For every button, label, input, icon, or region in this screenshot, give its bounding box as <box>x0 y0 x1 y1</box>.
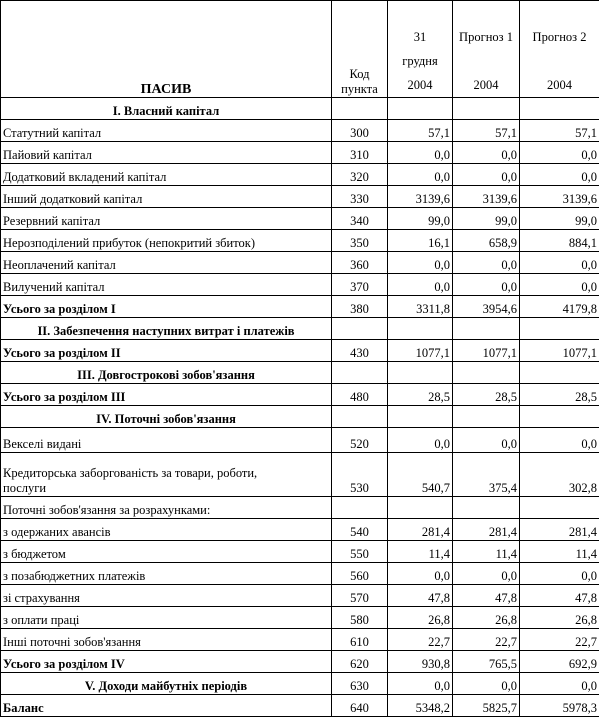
value-dec-2004: 0,0 <box>388 164 453 186</box>
row-name: Вилучений капітал <box>1 274 332 296</box>
value-dec-2004: 0,0 <box>388 142 453 164</box>
row-code: 360 <box>332 252 388 274</box>
row-name: з оплати праці <box>1 607 332 629</box>
section-title-deferred-income: V. Доходи майбутніх періодів <box>1 673 332 695</box>
value-forecast2: 28,5 <box>520 384 599 406</box>
value-forecast1: 26,8 <box>453 607 520 629</box>
value-dec-2004: 1077,1 <box>388 340 453 362</box>
row-name: Нерозподілений прибуток (непокритий збиток) <box>1 230 332 252</box>
table-row <box>1 230 599 252</box>
row-name: з позабюджетних платежів <box>1 563 332 585</box>
value-forecast2: 99,0 <box>520 208 599 230</box>
row-code: 550 <box>332 541 388 563</box>
value-dec-2004: 57,1 <box>388 120 453 142</box>
header-forecast2-line1: Прогноз 2 <box>532 30 587 44</box>
value-forecast1: 281,4 <box>453 519 520 541</box>
section-row <box>1 98 599 120</box>
value-forecast2: 0,0 <box>520 252 599 274</box>
value-dec-2004: 11,4 <box>388 541 453 563</box>
section-row <box>1 318 599 340</box>
value-dec-2004: 540,7 <box>388 453 453 497</box>
value-dec-2004: 16,1 <box>388 230 453 252</box>
header-date-line3: 2004 <box>407 78 433 92</box>
row-name <box>1 453 332 497</box>
value-forecast2: 1077,1 <box>520 340 599 362</box>
row-code: 630 <box>332 673 388 695</box>
table-row <box>1 519 599 541</box>
value-forecast2: 5978,3 <box>520 695 599 717</box>
header-forecast1-year: 2004 <box>473 78 499 92</box>
row-code: 570 <box>332 585 388 607</box>
row-code: 580 <box>332 607 388 629</box>
value-dec-2004: 3311,8 <box>388 296 453 318</box>
value-forecast1: 0,0 <box>453 142 520 164</box>
header-date-line2: грудня <box>402 54 438 68</box>
row-code: 350 <box>332 230 388 252</box>
section-row <box>1 673 599 695</box>
table-row <box>1 585 599 607</box>
header-date-line1: 31 <box>413 30 427 44</box>
row-code: 300 <box>332 120 388 142</box>
value-forecast2: 57,1 <box>520 120 599 142</box>
value-forecast1: 658,9 <box>453 230 520 252</box>
table-row <box>1 428 599 453</box>
row-name: Статутний капітал <box>1 120 332 142</box>
value-forecast1: 0,0 <box>453 673 520 695</box>
row-code: 520 <box>332 428 388 453</box>
value-dec-2004: 281,4 <box>388 519 453 541</box>
table-row <box>1 208 599 230</box>
row-name: Баланс <box>1 695 332 717</box>
value-forecast1: 765,5 <box>453 651 520 673</box>
row-name: Інший додатковий капітал <box>1 186 332 208</box>
row-name: Усього за розділом І <box>1 296 332 318</box>
row-name: Усього за розділом ІІІ <box>1 384 332 406</box>
header-forecast1 <box>453 1 520 98</box>
value-forecast1: 0,0 <box>453 274 520 296</box>
row-name-line1: Кредиторська заборгованість за товари, роботи, <box>3 466 258 480</box>
header-forecast1-line1: Прогноз 1 <box>459 30 513 44</box>
row-code: 330 <box>332 186 388 208</box>
value-forecast2: 884,1 <box>520 230 599 252</box>
value-forecast2: 0,0 <box>520 673 599 695</box>
row-code: 610 <box>332 629 388 651</box>
value-forecast1: 0,0 <box>453 428 520 453</box>
section-title-long-term: ІІІ. Довгострокові зобов'язання <box>1 362 332 384</box>
value-forecast2: 302,8 <box>520 453 599 497</box>
value-dec-2004: 99,0 <box>388 208 453 230</box>
value-forecast2: 47,8 <box>520 585 599 607</box>
value-dec-2004: 5348,2 <box>388 695 453 717</box>
total-row <box>1 296 599 318</box>
section-title-equity: І. Власний капітал <box>1 98 332 120</box>
header-code <box>332 1 388 98</box>
total-row <box>1 384 599 406</box>
value-forecast1: 11,4 <box>453 541 520 563</box>
section-title-current: ІV. Поточні зобов'язання <box>1 406 332 428</box>
value-dec-2004: 26,8 <box>388 607 453 629</box>
value-forecast1: 22,7 <box>453 629 520 651</box>
total-row <box>1 340 599 362</box>
section-row <box>1 406 599 428</box>
section-row <box>1 362 599 384</box>
value-forecast2: 0,0 <box>520 142 599 164</box>
table-row <box>1 563 599 585</box>
header-forecast2 <box>520 1 599 98</box>
table-row <box>1 142 599 164</box>
value-forecast1: 3139,6 <box>453 186 520 208</box>
value-forecast2: 4179,8 <box>520 296 599 318</box>
table-row <box>1 453 599 497</box>
row-name: Неоплачений капітал <box>1 252 332 274</box>
value-forecast2: 281,4 <box>520 519 599 541</box>
value-forecast2: 0,0 <box>520 274 599 296</box>
value-forecast2: 0,0 <box>520 563 599 585</box>
row-code: 480 <box>332 384 388 406</box>
value-forecast2: 0,0 <box>520 428 599 453</box>
row-code: 380 <box>332 296 388 318</box>
header-date <box>388 1 453 98</box>
value-forecast1: 0,0 <box>453 563 520 585</box>
header-forecast2-year: 2004 <box>547 78 572 92</box>
value-dec-2004: 28,5 <box>388 384 453 406</box>
value-forecast1: 57,1 <box>453 120 520 142</box>
section-title-provisions: ІІ. Забезпечення наступних витрат і платежів <box>1 318 332 340</box>
header-code-line2: пункта <box>341 82 378 96</box>
value-dec-2004: 0,0 <box>388 673 453 695</box>
row-code: 430 <box>332 340 388 362</box>
row-name-line2: послуги <box>3 481 47 495</box>
row-code: 310 <box>332 142 388 164</box>
row-code: 640 <box>332 695 388 717</box>
value-dec-2004: 0,0 <box>388 274 453 296</box>
table-row <box>1 541 599 563</box>
value-dec-2004: 3139,6 <box>388 186 453 208</box>
row-name: Пайовий капітал <box>1 142 332 164</box>
table-row <box>1 607 599 629</box>
row-name: Резервний капітал <box>1 208 332 230</box>
value-dec-2004: 47,8 <box>388 585 453 607</box>
table-row <box>1 164 599 186</box>
row-name: Усього за розділом ІІ <box>1 340 332 362</box>
row-code: 530 <box>332 453 388 497</box>
value-forecast1: 3954,6 <box>453 296 520 318</box>
header-title: ПАСИВ <box>1 1 332 98</box>
value-dec-2004: 0,0 <box>388 563 453 585</box>
value-forecast1: 0,0 <box>453 252 520 274</box>
row-name: Поточні зобов'язання за розрахунками: <box>1 497 332 519</box>
row-code: 320 <box>332 164 388 186</box>
value-dec-2004: 22,7 <box>388 629 453 651</box>
value-dec-2004: 0,0 <box>388 428 453 453</box>
table-row <box>1 252 599 274</box>
balance-row <box>1 695 599 717</box>
row-name: з одержаних авансів <box>1 519 332 541</box>
value-forecast1: 375,4 <box>453 453 520 497</box>
table-row <box>1 120 599 142</box>
row-name: Векселі видані <box>1 428 332 453</box>
row-code: 370 <box>332 274 388 296</box>
row-name: Додатковий вкладений капітал <box>1 164 332 186</box>
row-name: Усього за розділом ІV <box>1 651 332 673</box>
row-code: 540 <box>332 519 388 541</box>
row-name: Інші поточні зобов'язання <box>1 629 332 651</box>
value-forecast1: 47,8 <box>453 585 520 607</box>
row-code: 340 <box>332 208 388 230</box>
table-row <box>1 186 599 208</box>
value-forecast2: 0,0 <box>520 164 599 186</box>
table-row <box>1 497 599 519</box>
row-name: зі страхування <box>1 585 332 607</box>
table-row <box>1 629 599 651</box>
table-row <box>1 274 599 296</box>
row-code: 620 <box>332 651 388 673</box>
value-forecast1: 99,0 <box>453 208 520 230</box>
row-name: з бюджетом <box>1 541 332 563</box>
total-row <box>1 651 599 673</box>
value-forecast1: 28,5 <box>453 384 520 406</box>
header-code-line1: Код <box>349 67 370 81</box>
header-row <box>1 1 599 98</box>
value-forecast1: 5825,7 <box>453 695 520 717</box>
value-forecast1: 0,0 <box>453 164 520 186</box>
value-forecast2: 3139,6 <box>520 186 599 208</box>
value-dec-2004: 0,0 <box>388 252 453 274</box>
row-code: 560 <box>332 563 388 585</box>
value-forecast2: 22,7 <box>520 629 599 651</box>
value-forecast2: 692,9 <box>520 651 599 673</box>
value-forecast1: 1077,1 <box>453 340 520 362</box>
value-dec-2004: 930,8 <box>388 651 453 673</box>
value-forecast2: 26,8 <box>520 607 599 629</box>
value-forecast2: 11,4 <box>520 541 599 563</box>
